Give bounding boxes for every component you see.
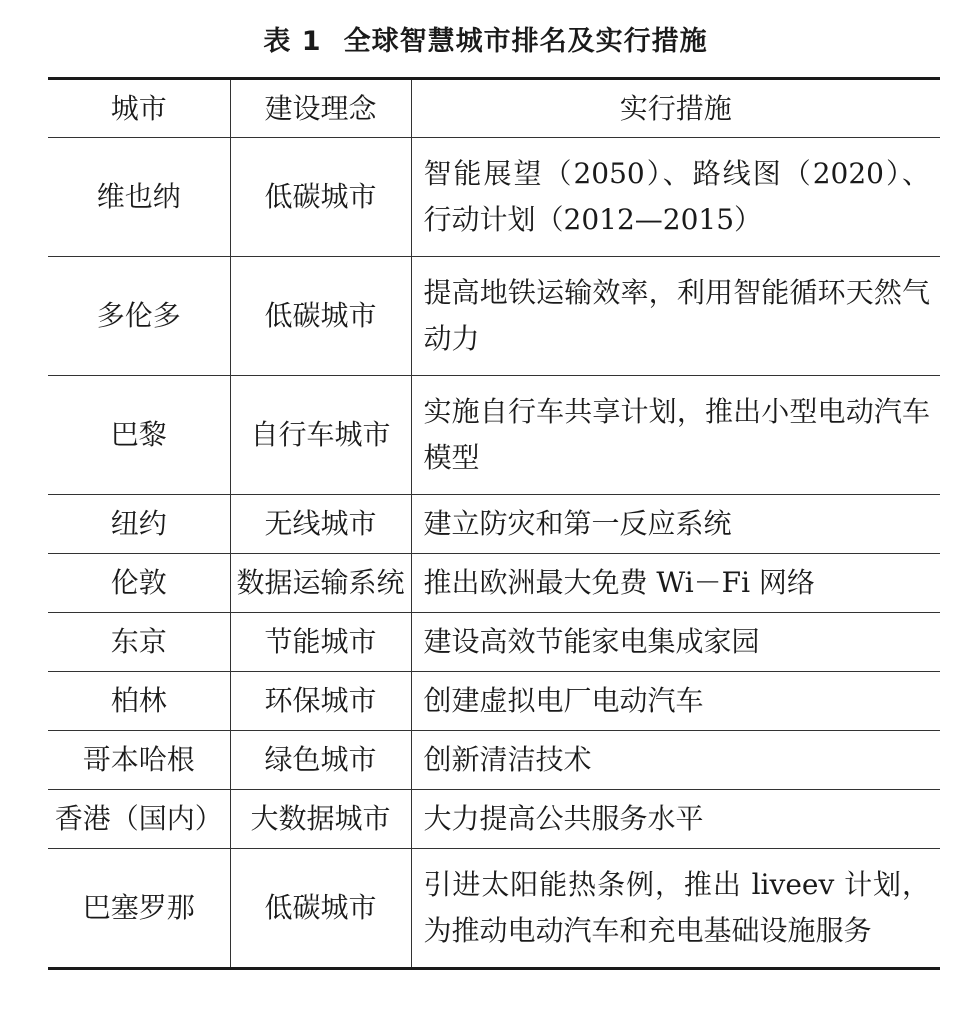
cell-city: 维也纳	[48, 138, 230, 257]
cell-city: 巴黎	[48, 376, 230, 495]
cell-measure: 创新清洁技术	[411, 731, 940, 790]
cell-city: 哥本哈根	[48, 731, 230, 790]
table-row	[48, 613, 940, 672]
cell-city: 伦敦	[48, 554, 230, 613]
cell-measure: 提高地铁运输效率，利用智能循环天然气动力	[411, 257, 940, 376]
cell-concept: 低碳城市	[230, 138, 411, 257]
cell-measure: 大力提高公共服务水平	[411, 790, 940, 849]
table-row	[48, 257, 940, 376]
caption-title: 全球智慧城市排名及实行措施	[343, 26, 708, 57]
table-row	[48, 554, 940, 613]
cell-measure: 实施自行车共享计划，推出小型电动汽车模型	[411, 376, 940, 495]
header-row	[48, 79, 940, 138]
cell-city: 多伦多	[48, 257, 230, 376]
cell-city: 巴塞罗那	[48, 849, 230, 969]
cell-measure: 推出欧洲最大免费 Wi－Fi 网络	[411, 554, 940, 613]
header-concept: 建设理念	[230, 79, 411, 138]
cell-concept: 低碳城市	[230, 257, 411, 376]
table-row	[48, 495, 940, 554]
cell-concept: 数据运输系统	[230, 554, 411, 613]
cell-concept: 绿色城市	[230, 731, 411, 790]
ranking-table	[48, 77, 940, 970]
table-row	[48, 672, 940, 731]
cell-concept: 节能城市	[230, 613, 411, 672]
cell-measure: 建立防灾和第一反应系统	[411, 495, 940, 554]
cell-measure: 创建虚拟电厂电动汽车	[411, 672, 940, 731]
cell-measure: 智能展望（2050）、路线图（2020）、行动计划（2012—2015）	[411, 138, 940, 257]
cell-concept: 无线城市	[230, 495, 411, 554]
cell-concept: 自行车城市	[230, 376, 411, 495]
cell-concept: 低碳城市	[230, 849, 411, 969]
table-row	[48, 731, 940, 790]
table-row	[48, 790, 940, 849]
header-measure: 实行措施	[411, 79, 940, 138]
cell-city: 香港（国内）	[48, 790, 230, 849]
table-caption	[0, 22, 971, 62]
caption-number: 表 1	[263, 26, 322, 57]
cell-city: 东京	[48, 613, 230, 672]
cell-measure: 建设高效节能家电集成家园	[411, 613, 940, 672]
table-row	[48, 376, 940, 495]
header-city: 城市	[48, 79, 230, 138]
cell-city: 柏林	[48, 672, 230, 731]
cell-measure: 引进太阳能热条例，推出 liveev 计划，为推动电动汽车和充电基础设施服务	[411, 849, 940, 969]
table-row	[48, 138, 940, 257]
cell-concept: 大数据城市	[230, 790, 411, 849]
cell-city: 纽约	[48, 495, 230, 554]
cell-concept: 环保城市	[230, 672, 411, 731]
table-row	[48, 849, 940, 969]
